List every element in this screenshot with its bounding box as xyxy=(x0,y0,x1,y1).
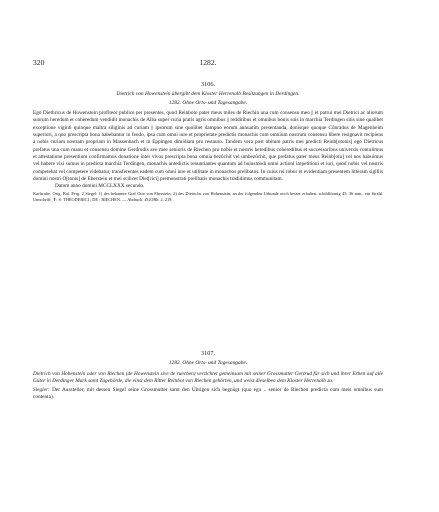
document-date: 1282. Ohne Orts- und Tagesangabe. xyxy=(168,360,248,366)
document-3106 xyxy=(33,81,383,203)
document-body: Ego Diethricus de Howenstein profiteor publice per presentes, quod Reinboto pater meus miles de Riechin una cum consensu meo || et patrui mei Dietrici ac aliorum suorum heredum et coheredum vendidit monachis de Alba super curia pratis agris omnibus || redditibus et omnibus bonis suis in marchia Terdingen sitis sine qualibet exceptione viginti quinque maltra siliginis ad curiam || ipsorum sine quolibet dampno eorum annuatim presentanda, donisque quoque Cůnradus de Magenheim superiori, a quo prescripta bona habebantur in feodo, ipsa cum omni iure et proprietate predictis monachis cum omnium nostrum consensu libere resignavit recipiens a nobis curiam nostram propriam in Massenbach et in Eppingen dimidiam pro restauro. Tandem vero post obitum patris mei predicti Reinb[otonis] ego Dietricus prefatus una cum manu et consensu domine Gerdrudis ave mee senioris de Riechen pro nobis et nostris heredibus coheredibus et successoribus universis contulimus et attestatione presentium confirmamus donatione inter vivos prescripta bona omnia bezůchit vel umbezůchit, que prefatus pater meus Reinb[oto] vel nos habuimus vel habere visi sumus in predicta marchia Terdingen, monachis antedictis renuntiantes quantum ad huiusmodi omni actioni impetitioni et iuri, quod nobis vel nostris competebat vel competere videbatur, transferentes eadem cum omni iure et utilitate in monachos prelibatos. In cuius rei robur et evidentiam presentem litteram sigillis domini nostri O[tonis] de Eberstein et mei scilicet Diet[rici] premonstrati prelibatis monachis tradidimus communitam. xyxy=(33,110,383,183)
document-date: 1282. Ohne Orts- und Tagesangabe. xyxy=(168,100,248,106)
document-title: Dietrich von Howenstein übergibt dem Kloster Herrenalb Besitzungen in Derdingen. xyxy=(116,91,300,97)
page-number: 320 xyxy=(33,58,45,67)
document-3107 xyxy=(33,350,383,401)
document-source-note: Karlsruhe. Orig. Bal. Perg. 2 Siegel: 1) des bekannte Graf Otto von Eberstein; 2) des Dietrichs von Hohenstein, an der folgenden Urkunde noch besser erhalten, schildförmig 45, 36 mm., ein Strahl. Umschrift: ✝: S: THEODERICI : DE : RIECHEN. — Abdruck: ZGORh. 2, 219. xyxy=(33,191,383,203)
siegler-label: Siegler: xyxy=(33,386,50,393)
header-year: 1282. xyxy=(199,58,217,67)
document-number: 3106. xyxy=(201,81,215,88)
document-number: 3107. xyxy=(201,350,215,357)
running-header xyxy=(33,58,383,70)
document-datum: Datum anno domini MCCLXXX secundo. xyxy=(55,183,145,190)
siegler-text: Der Aussteller, mit dessen Siegel seine Grossmutter samt den Übrigen sich begnügt (quo ego .. senior de Riechen predicta cum meis omnibus sum contenta). xyxy=(33,386,383,400)
document-summary: Dietrich von Hohenstein oder von Riechen (de Howenstein sive de ruechen) verzichtet gemeinsam mit seiner Grossmutter Gertrud für sich und ihrer Erben auf alle Güter in Derdinger Mark samt Zugehörde, die einst dem Ritter Reinbot von Riechen gehörten, und weist dieselben dem Kloster Herrenalb zu. xyxy=(33,371,383,385)
document-siegler xyxy=(33,387,383,402)
